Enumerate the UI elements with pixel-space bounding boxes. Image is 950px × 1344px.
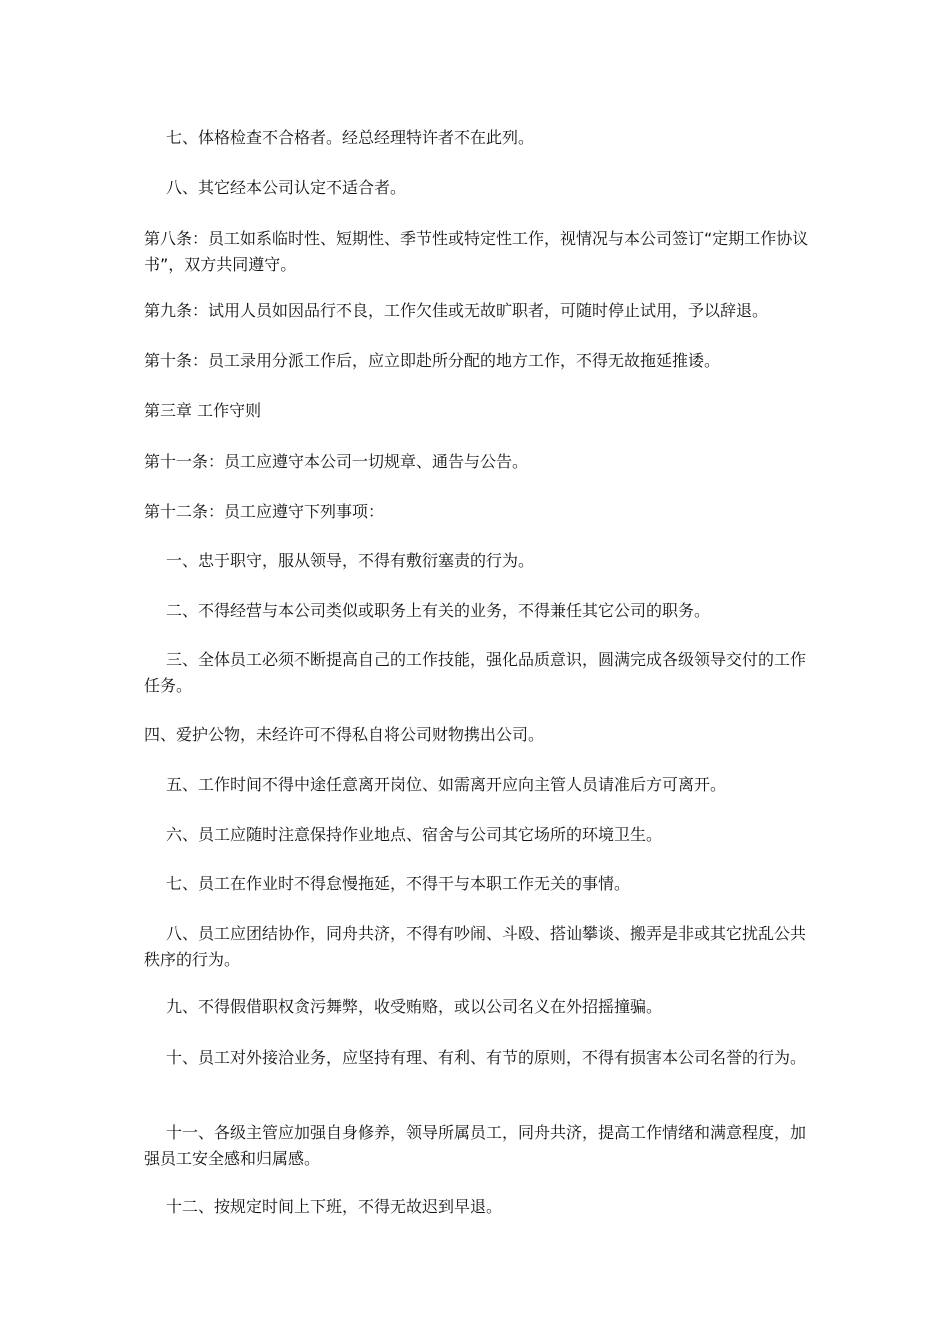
paragraph-item-8-unsuitable: 八、其它经本公司认定不适合者。 (166, 178, 407, 197)
rule-12: 十二、按规定时间上下班，不得无故迟到早退。 (166, 1197, 503, 1216)
chapter-3-heading: 第三章 工作守则 (144, 401, 262, 420)
rule-1: 一、忠于职守，服从领导，不得有敷衍塞责的行为。 (166, 551, 535, 570)
article-11: 第十一条：员工应遵守本公司一切规章、通告与公告。 (144, 452, 529, 471)
rule-5: 五、工作时间不得中途任意离开岗位、如需离开应向主管人员请准后方可离开。 (166, 775, 727, 794)
rule-3: 三、全体员工必须不断提高自己的工作技能，强化品质意识，圆满完成各级领导交付的工作任务。 (144, 650, 807, 695)
rule-7: 七、员工在作业时不得怠慢拖延，不得干与本职工作无关的事情。 (166, 874, 631, 893)
paragraph-item-7-physical-exam: 七、体格检查不合格者。经总经理特许者不在此列。 (166, 128, 535, 147)
article-10: 第十条：员工录用分派工作后，应立即赴所分配的地方工作，不得无故拖延推诿。 (144, 351, 721, 370)
rule-8: 八、员工应团结协作，同舟共济，不得有吵闹、斗殴、搭讪攀谈、搬弄是非或其它扰乱公共秩序的行为。 (144, 924, 807, 969)
rule-10: 十、员工对外接洽业务，应坚持有理、有利、有节的原则，不得有损害本公司名誉的行为。 (166, 1048, 807, 1067)
rule-2: 二、不得经营与本公司类似或职务上有关的业务，不得兼任其它公司的职务。 (166, 601, 711, 620)
article-12: 第十二条：员工应遵守下列事项： (144, 502, 385, 521)
rule-4: 四、爱护公物，未经许可不得私自将公司财物携出公司。 (144, 725, 545, 744)
rule-9: 九、不得假借职权贪污舞弊，收受贿赂，或以公司名义在外招摇撞骗。 (166, 997, 663, 1016)
rule-11: 十一、各级主管应加强自身修养，领导所属员工，同舟共济，提高工作情绪和满意程度，加强员工安全感和归属感。 (144, 1123, 807, 1168)
article-8: 第八条：员工如系临时性、短期性、季节性或特定性工作，视情况与本公司签订“定期工作协议书”，双方共同遵守。 (144, 229, 809, 274)
rule-6: 六、员工应随时注意保持作业地点、宿舍与公司其它场所的环境卫生。 (166, 825, 663, 844)
article-9: 第九条：试用人员如因品行不良，工作欠佳或无故旷职者，可随时停止试用，予以辞退。 (144, 301, 769, 320)
